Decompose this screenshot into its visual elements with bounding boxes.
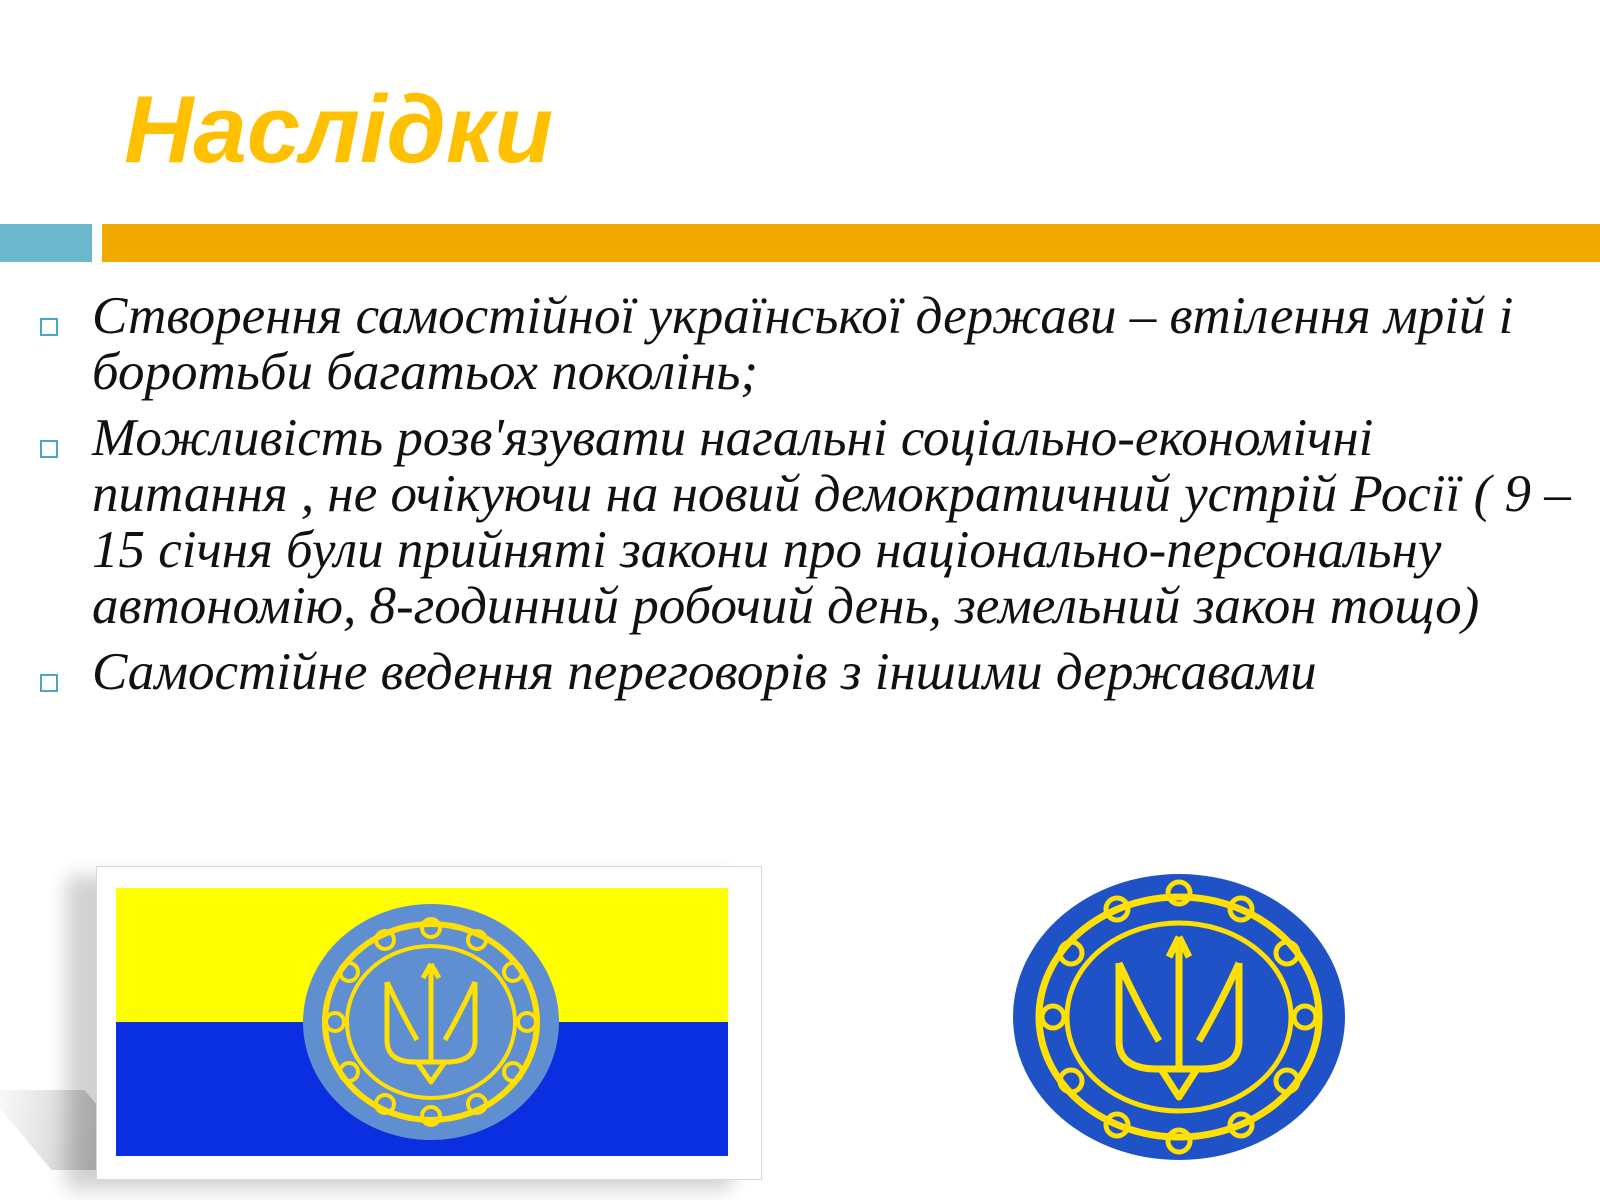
bullet-text: Можливість розв'язувати нагальні соціально-економічні питання , не очікуючи на новий демократичний устрій Росії ( 9 – 15 січня були прийняті закони про національно-персональну автономію, 8-годинний робочий день, земельний закон тощо) <box>92 409 1571 635</box>
title-accent-bar-blue <box>0 224 92 262</box>
flag-emblem-icon <box>303 904 559 1140</box>
bullet-list <box>36 288 1576 710</box>
bullet-text: Самостійне ведення переговорів з іншими державами <box>92 643 1317 701</box>
square-bullet-icon <box>40 318 58 336</box>
square-bullet-icon <box>40 440 58 458</box>
title-accent-bar-orange <box>102 224 1600 262</box>
square-bullet-icon <box>40 674 58 692</box>
bullet-item <box>36 644 1576 700</box>
trident-emblem-image <box>1010 872 1348 1162</box>
bullet-item <box>36 410 1576 634</box>
bullet-item <box>36 288 1576 400</box>
ukrainian-flag-image <box>116 888 728 1156</box>
bullet-text: Створення самостійної української держави – втілення мрій і боротьби багатьох поколінь; <box>92 287 1514 401</box>
slide-title: Наслідки <box>124 76 554 183</box>
